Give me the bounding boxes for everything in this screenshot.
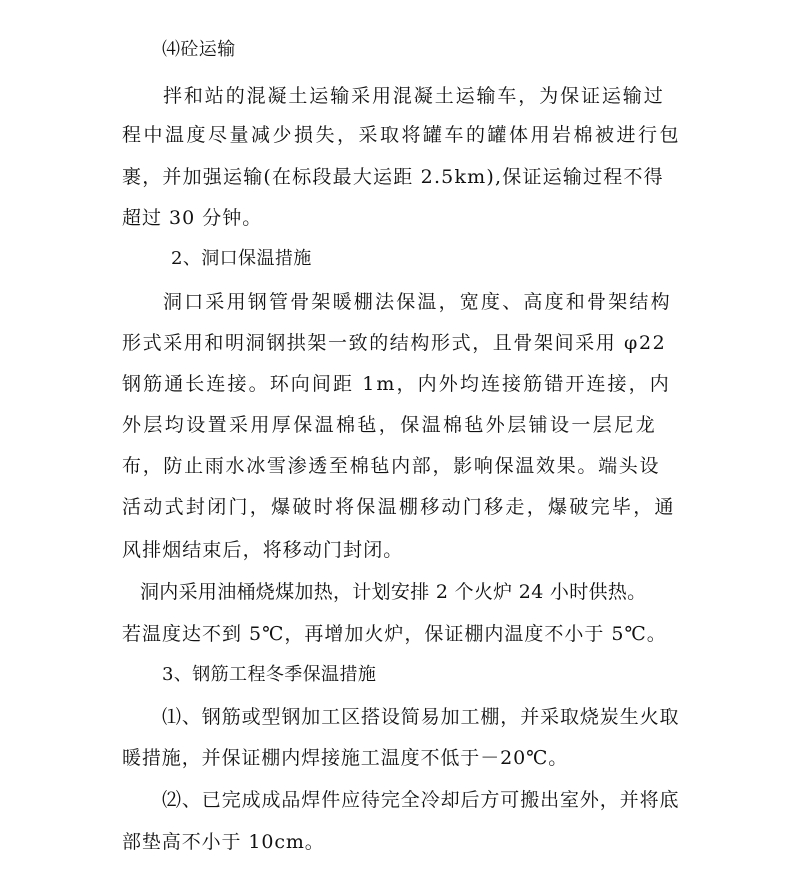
paragraph-line: 洞口采用钢管骨架暖棚法保温，宽度、高度和骨架结构 — [163, 291, 672, 313]
paragraph-line: 若温度达不到 5℃，再增加火炉，保证棚内温度不小于 5℃。 — [122, 623, 667, 645]
paragraph-line: 钢筋通长连接。环向间距 1m，内外均连接筋错开连接，内 — [122, 373, 671, 395]
list-item-line: 暖措施，并保证棚内焊接施工温度不低于－20℃。 — [122, 747, 569, 769]
paragraph-line: 洞内采用油桶烧煤加热，计划安排 2 个火炉 24 小时供热。 — [140, 581, 647, 603]
list-item-line: 部垫高不小于 10cm。 — [122, 831, 325, 853]
heading-rebar-winter-insulation: 3、钢筋工程冬季保温措施 — [162, 664, 377, 685]
list-item-line: ⑴、钢筋或型钢加工区搭设简易加工棚，并采取烧炭生火取 — [162, 706, 680, 728]
paragraph-line: 程中温度尽量减少损失，采取将罐车的罐体用岩棉被进行包 — [122, 124, 682, 146]
paragraph-line: 布，防止雨水冰雪渗透至棉毡内部，影响保温效果。端头设 — [122, 455, 661, 477]
heading-concrete-transport: ⑷砼运输 — [162, 39, 236, 60]
list-item-line: ⑵、已完成成品焊件应待完全冷却后方可搬出室外，并将底 — [162, 789, 680, 811]
heading-portal-insulation: 2、洞口保温措施 — [171, 248, 312, 269]
paragraph-line: 形式采用和明洞钢拱架一致的结构形式，且骨架间采用 φ22 — [122, 332, 667, 354]
paragraph-line: 外层均设置采用厚保温棉毡，保温棉毡外层铺设一层尼龙 — [122, 414, 658, 436]
paragraph-line: 拌和站的混凝土运输采用混凝土运输车，为保证运输过 — [163, 85, 665, 107]
paragraph-line: 活动式封闭门，爆破时将保温棚移动门移走，爆破完毕，通 — [122, 496, 676, 518]
paragraph-line: 超过 30 分钟。 — [122, 207, 263, 229]
paragraph-line: 裹，并加强运输(在标段最大运距 2.5km),保证运输过程不得 — [122, 166, 664, 188]
paragraph-line: 风排烟结束后，将移动门封闭。 — [122, 539, 404, 561]
